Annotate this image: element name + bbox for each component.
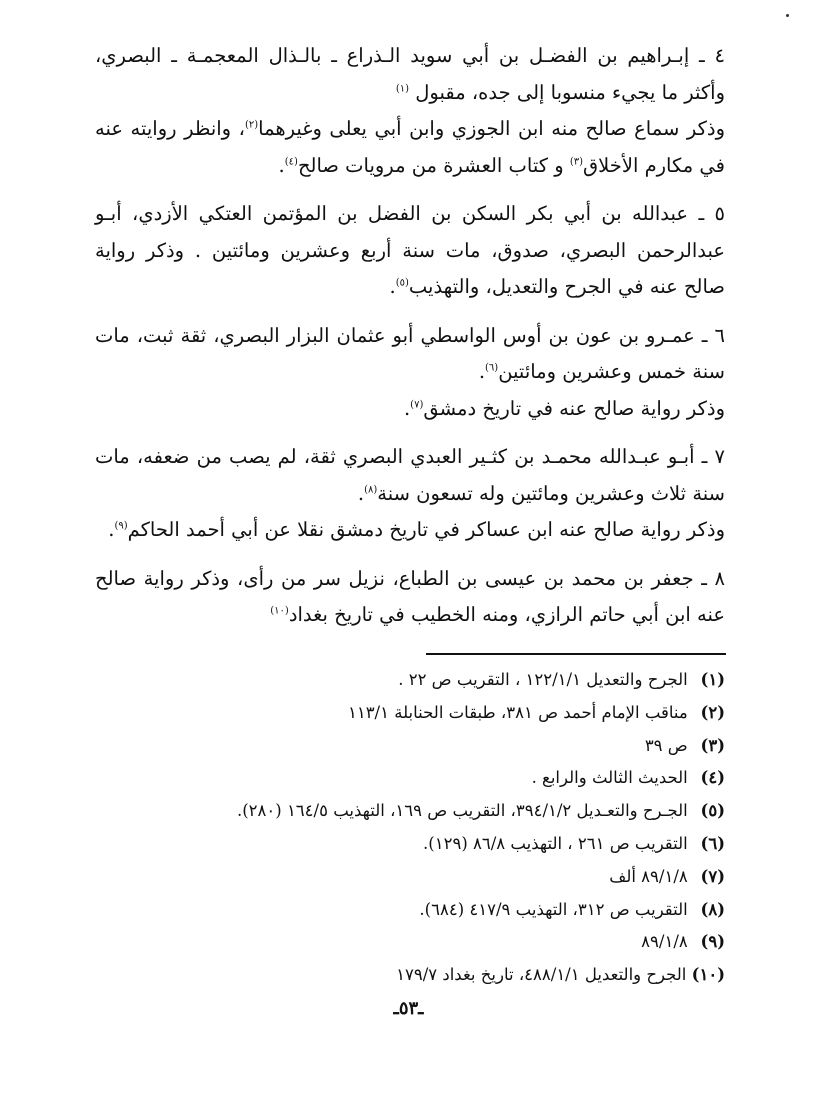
footnote-ref: (٣): [569, 156, 584, 167]
entry-4-line-2: البصري، وأكثر ما يجيء منسوبا إلى جده، مقبول: [95, 44, 725, 104]
footnote-text: الجرح والتعديل ١٢٢/١/١ ، التقريب ص ٢٢ .: [398, 670, 688, 689]
entry-6-end: .: [403, 396, 411, 420]
footnote-number: (٧): [700, 866, 725, 886]
entry-7-continuation: [95, 512, 725, 549]
scan-mark: [786, 14, 789, 17]
entry-5: [95, 196, 725, 306]
entry-4-line-4: عنه في مكارم الأخلاق: [95, 117, 725, 177]
footnote-ref: (٤): [284, 156, 298, 167]
entry-6-line-2: ثبت، مات سنة خمس وعشرين ومائتين: [95, 323, 725, 383]
entry-4-line-1: ٤ ـ إبـراهيم بن الفضـل بن أبي سويد الـذراع ـ بالـذال المعجمـة ـ: [171, 44, 726, 67]
footnote-number: (٦): [700, 833, 725, 853]
footnote-ref: (١٠): [270, 605, 289, 617]
footnote-text: التقريب ص ٢٦١ ، التهذيب ٨٦/٨ (١٢٩).: [423, 833, 688, 853]
footnote-ref: (٩): [114, 520, 128, 532]
footnote-2: [95, 697, 725, 730]
entry-7-line-2-end: .: [357, 481, 365, 505]
entry-4-line-3: وذكر سماع صالح منه ابن الجوزي وابن أبي يعلى وغيرهما: [258, 117, 725, 140]
footnote-5: [95, 795, 725, 828]
footnote-ref: (٥): [395, 277, 409, 289]
entry-4-end: .: [278, 153, 285, 177]
footnote-text: مناقب الإمام أحمد ص ٣٨١، طبقات الحنابلة ١١٣/١: [347, 702, 688, 722]
entry-8-line-2: رواية صالح عنه ابن أبي حاتم الرازي، ومنه الخطيب في تاريخ بغداد: [95, 566, 725, 626]
footnote-number: (٨): [700, 899, 725, 919]
entry-7-line-2: ضعفه، مات سنة ثلاث وعشرين ومائتين وله تسعون سنة: [95, 445, 725, 505]
footnote-text: ٨٩/١/٨ ألف: [609, 866, 688, 886]
footnote-number: (٥): [700, 801, 725, 821]
footnote-1: [95, 664, 725, 697]
entry-7-line-3: وذكر رواية صالح عنه ابن عساكر في تاريخ دمشق نقلا عن أبي أحمد: [185, 518, 725, 541]
footnote-8: [95, 894, 725, 927]
main-text: [95, 38, 725, 634]
entry-4-line-4b: و كتاب العشرة من مرويات صالح: [297, 153, 570, 177]
footnote-ref: (٨): [364, 484, 378, 495]
footnotes: [95, 664, 725, 992]
footnote-ref: (٧): [410, 399, 424, 410]
footnote-7: [95, 861, 725, 894]
footnote-number: (٤): [700, 768, 725, 788]
footnote-ref: (١): [395, 83, 409, 94]
footnote-number: (١): [700, 670, 725, 689]
entry-4-line-3b: ، وانظر روايته: [130, 117, 245, 140]
footnote-number: (١٠): [691, 965, 725, 985]
entry-5-end: .: [389, 275, 396, 298]
footnote-ref: (٢): [244, 119, 259, 131]
footnote-10: [95, 959, 725, 992]
entry-6-continuation: [95, 391, 725, 428]
entry-7: [95, 439, 725, 512]
entry-5-line-3: رواية صالح عنه في الجرح والتعديل، والتهذيب: [95, 238, 725, 298]
footnote-text: الجـرح والتعـديل ٣٩٤/١/٢، التقريب ص ١٦٩، التهذيب ١٦٤/٥ (٢٨٠).: [236, 801, 688, 821]
entry-7-end: .: [108, 518, 115, 541]
footnote-3: [95, 730, 725, 763]
footnote-separator: [426, 653, 726, 655]
entry-5-line-2: أبـو عبدالرحمن البصري، صدوق، مات سنة أربع وعشرين ومائتين . وذكر: [95, 202, 725, 262]
footnote-text: الحديث الثالث والرابع .: [531, 768, 688, 788]
footnote-number: (٩): [700, 932, 725, 952]
footnote-text: التقريب ص ٣١٢، التهذيب ٤١٧/٩ (٦٨٤).: [419, 899, 688, 919]
entry-7-line-1: ٧ ـ أبـو عبـدالله محمـد بن كثـير العبدي البصري ثقة، لم يصب من: [196, 445, 725, 468]
entry-6-line-2-end: .: [478, 360, 486, 383]
entry-4-continuation: [95, 111, 725, 184]
footnote-ref: (٦): [485, 362, 499, 374]
entry-6-line-1: ٦ ـ عمـرو بن عون بن أوس الواسطي أبو عثمان البزار البصري، ثقة: [180, 323, 725, 347]
footnote-number: (٢): [700, 702, 725, 722]
entry-5-line-1: ٥ ـ عبدالله بن أبي بكر السكن بن الفضل بن المؤتمن العتكي الأزدي،: [132, 202, 726, 225]
footnote-text: ٨٩/١/٨: [641, 932, 688, 952]
entry-8-line-1: ٨ ـ جعفر بن محمد بن عيسى بن الطباع، نزيل سر من رأى، وذكر: [191, 566, 725, 590]
entry-7-line-4: الحاكم: [127, 518, 180, 541]
entry-6: [95, 318, 725, 391]
entry-6-line-3: وذكر رواية صالح عنه في تاريخ دمشق: [423, 396, 725, 420]
footnote-6: [95, 828, 725, 861]
footnote-9: [95, 926, 725, 959]
entry-8: [95, 561, 725, 634]
page-number: ـ٥٣ـ: [393, 998, 424, 1019]
footnote-text: الجرح والتعديل ٤٨٨/١/١، تاريخ بغداد ١٧٩/٧: [396, 965, 687, 985]
footnote-text: ص ٣٩: [644, 735, 688, 755]
footnote-number: (٣): [700, 735, 725, 755]
footnote-4: [95, 762, 725, 795]
entry-4: [95, 38, 725, 111]
